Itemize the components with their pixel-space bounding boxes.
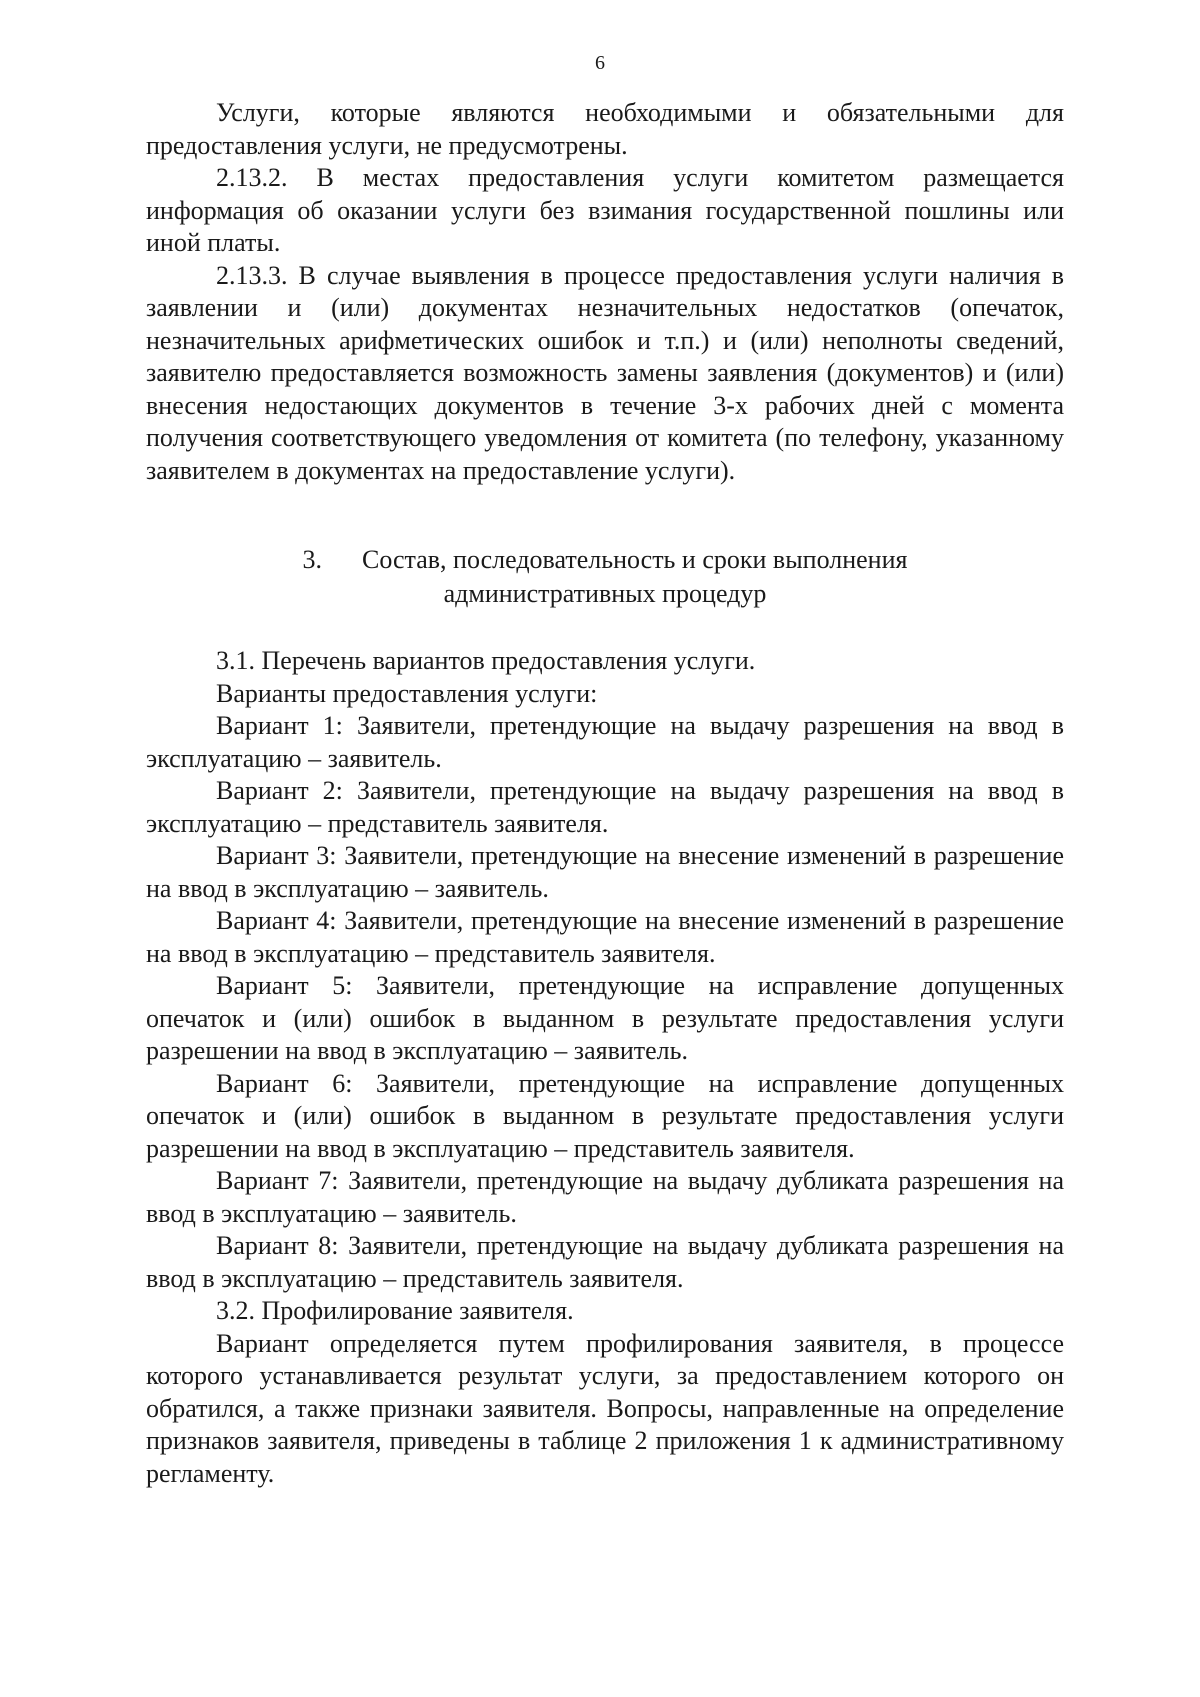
section-heading xyxy=(146,543,1064,577)
paragraph-services-not-provided: Услуги, которые являются необходимыми и обязательными для предоставления услуги, не предусмотрены. xyxy=(146,98,1064,160)
paragraph-2-13-3: 2.13.3. В случае выявления в процессе предоставления услуги наличия в заявлении и (или) документах незначительных недостатков (опечаток, незначительных арифметических ошибок и т.п.) и (или) неполноты сведений, заявителю предоставляется возможность замены заявления (документов) и (или) внесения недостающих документов в течение 3-х рабочих дней с момента получения соответствующего уведомления от комитета (по телефону, указанному заявителем в документах на предоставление услуги). xyxy=(146,260,1064,485)
paragraph-variant-4: Вариант 4: Заявители, претендующие на внесение изменений в разрешение на ввод в эксплуатацию – представитель заявителя. xyxy=(146,906,1064,968)
paragraph-3-2: 3.2. Профилирование заявителя. xyxy=(216,1296,574,1325)
section-title-line1: Состав, последовательность и сроки выполнения xyxy=(362,545,908,574)
paragraph-variant-7: Вариант 7: Заявители, претендующие на выдачу дубликата разрешения на ввод в эксплуатацию – заявитель. xyxy=(146,1166,1064,1228)
document-body xyxy=(146,97,1064,1490)
paragraph-variant-5: Вариант 5: Заявители, претендующие на исправление допущенных опечаток и (или) ошибок в выданном в результате предоставления услуги разрешении на ввод в эксплуатацию – заявитель. xyxy=(146,971,1064,1065)
paragraph-3-1: 3.1. Перечень вариантов предоставления услуги. xyxy=(216,646,756,675)
paragraph-variants-intro: Варианты предоставления услуги: xyxy=(216,678,598,708)
paragraph-variant-1: Вариант 1: Заявители, претендующие на выдачу разрешения на ввод в эксплуатацию – заявитель. xyxy=(146,711,1064,773)
section-number: 3. xyxy=(302,545,323,574)
section-title-line2: административных процедур xyxy=(443,579,767,608)
paragraph-variant-8: Вариант 8: Заявители, претендующие на выдачу дубликата разрешения на ввод в эксплуатацию – представитель заявителя. xyxy=(146,1231,1064,1293)
page-number: 6 xyxy=(595,52,605,74)
paragraph-variant-2: Вариант 2: Заявители, претендующие на выдачу разрешения на ввод в эксплуатацию – представитель заявителя. xyxy=(146,776,1064,838)
paragraph-variant-3: Вариант 3: Заявители, претендующие на внесение изменений в разрешение на ввод в эксплуатацию – заявитель. xyxy=(146,841,1064,903)
paragraph-profiling: Вариант определяется путем профилирования заявителя, в процессе которого устанавливается результат услуги, за предоставлением которого он обратился, а также признаки заявителя. Вопросы, направленные на определение признаков заявителя, приведены в таблице 2 приложения 1 к административному регламенту. xyxy=(146,1328,1064,1488)
paragraph-2-13-2: 2.13.2. В местах предоставления услуги комитетом размещается информация об оказании услуги без взимания государственной пошлины или иной платы. xyxy=(146,163,1064,257)
paragraph-variant-6: Вариант 6: Заявители, претендующие на исправление допущенных опечаток и (или) ошибок в выданном в результате предоставления услуги разрешении на ввод в эксплуатацию – представитель заявителя. xyxy=(146,1068,1064,1163)
